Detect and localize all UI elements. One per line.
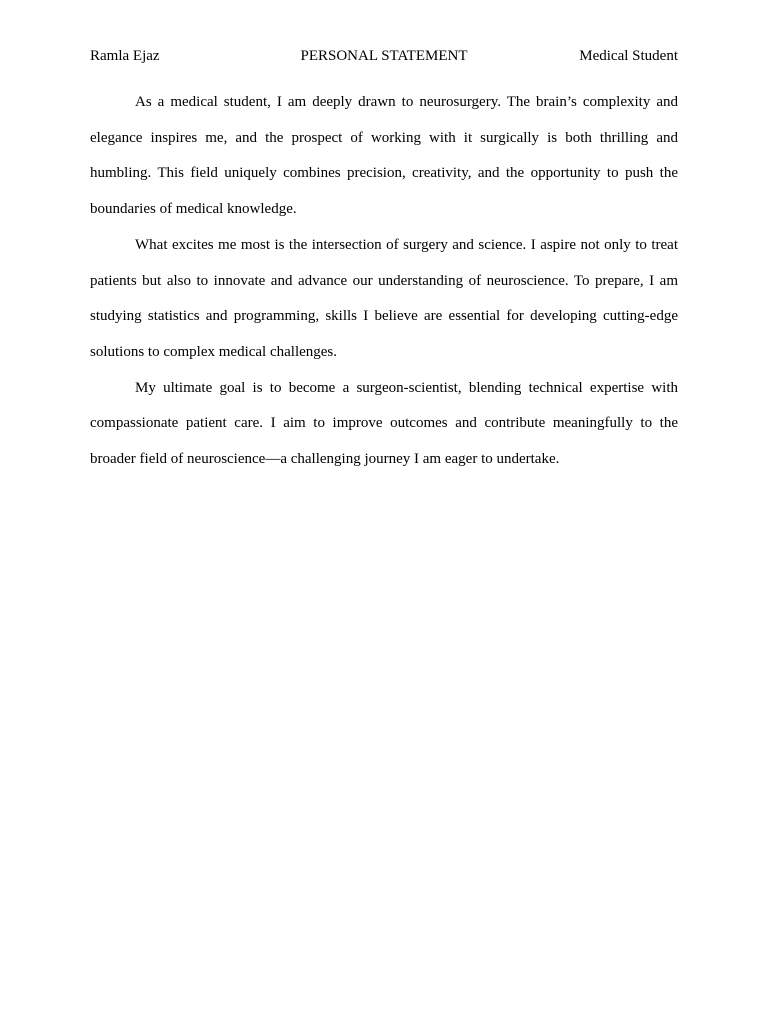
header-title: PERSONAL STATEMENT — [300, 48, 468, 64]
body-paragraph: As a medical student, I am deeply drawn to neurosurgery. The brain’s complexity and elegance inspires me, and the prospect of working with it surgically is both thrilling and humbling. This field uniquely combines precision, creativity, and the opportunity to push the boundaries of medical knowledge. — [90, 94, 678, 218]
header-author: Ramla Ejaz — [90, 48, 160, 64]
body-paragraph: My ultimate goal is to become a surgeon-scientist, blending technical expertise with compassionate patient care. I aim to improve outcomes and contribute meaningfully to the broader field of neuroscience—a challenging journey I am eager to undertake. — [90, 379, 678, 468]
header-role: Medical Student — [579, 48, 678, 64]
document-body — [90, 85, 678, 478]
page-header — [90, 46, 678, 66]
body-paragraph: What excites me most is the intersection of surgery and science. I aspire not only to treat patients but also to innovate and advance our understanding of neuroscience. To prepare, I am studying statistics and programming, skills I believe are essential for developing cutting-edge solutions to complex medical challenges. — [90, 236, 678, 360]
